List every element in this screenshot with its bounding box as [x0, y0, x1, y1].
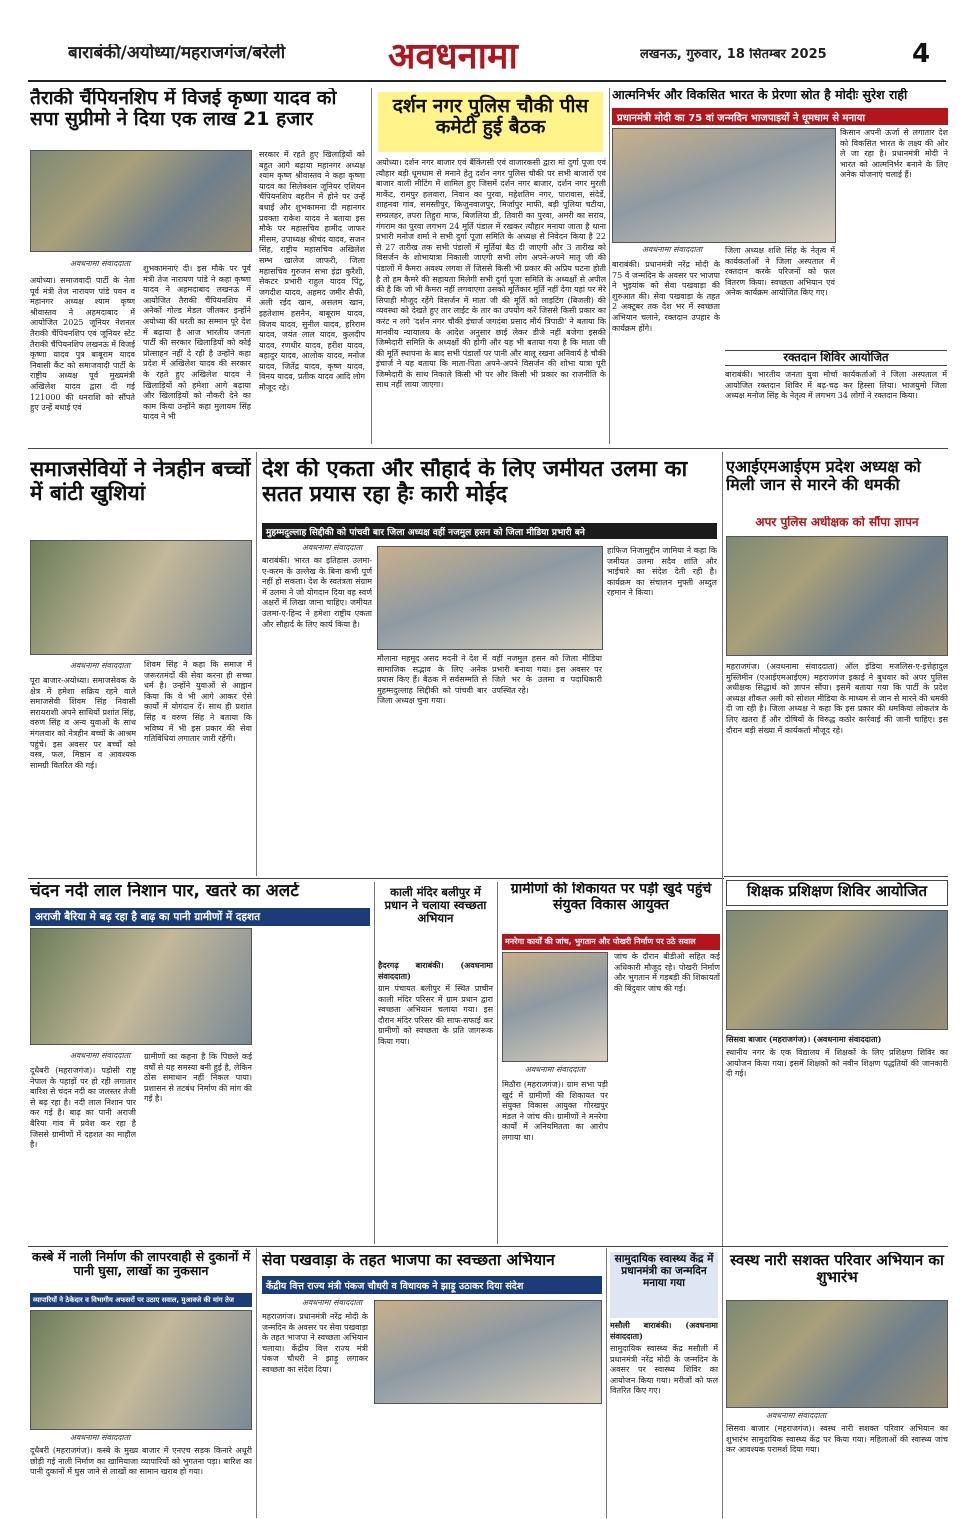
divider: [722, 876, 723, 1246]
s7-body-col1: दूधैबरी (महराजगंज)। पड़ोसी राष्ट्र नेपाल के पहाड़ों पर हो रही लगातार बारिश से चंदन नदी का जलस्तर तेजी से बढ़ रहा है। नदी लाल निशान पार कर गई है। बाढ़ का पानी अराजी बैरिया गांव में प्रवेश कर रहा है जिससे ग्रामीणों में दहशत का माहौल है।: [30, 1066, 136, 1150]
s4-headline: समाजसेवियों ने नेत्रहीन बच्चों में बांटी खुशियां: [30, 458, 251, 505]
divider: [256, 1248, 257, 1518]
dateline: लखनऊ, गुरुवार, 18 सितम्बर 2025: [640, 48, 827, 62]
s11-photo: [30, 1310, 252, 1430]
s6-photo: [726, 536, 948, 656]
s4-body-col1: पूरा बाजार-अयोध्या। समाजसेवक के क्षेत्र में हमेशा सक्रिय रहने वाले समाजसेवी शिवम सिंह निवासी सरायराशी अपने साथियों प्रशांत सिंह, वरुण सिंह व अन्य युवाओं के साथ मंगलवार को नेत्रहीन बच्चों के आश्रम पहुंचे। इस अवसर पर बच्चों को वस्त्र, फल, मिष्ठान व आवश्यक सामग्री वितरित की गई।: [30, 676, 136, 770]
s12-caption: अवधनामा संवाददाता: [301, 1298, 363, 1307]
s7-strip: अराजी बैरिया मे बढ़ रहा है बाढ़ का पानी ग्रामीणों में दहशत: [30, 908, 370, 926]
divider: [28, 448, 948, 449]
s11-strip: व्यापारियों ने ठेकेदार व विभागीय अफसरों पर उठाए सवाल, मुआवजे की मांग तेज: [30, 1293, 252, 1307]
s5-body-col4: हाफिज निजामुद्दीन जामिया ने कहा कि जमीयत उलमा सदैव शांति और भाईचारे का संदेश देती रही है। कार्यक्रम का संचालन मुफ्ती अब्दुल रहमान ने किया।: [607, 546, 717, 598]
s3-body-col1: बाराबंकी। प्रधानमंत्री नरेंद्र मोदी के 75 वें जन्मदिन के अवसर पर भाजपा ने भुइयांक को सेवा पखवाड़ा की शुरुआत की। सेवा पखवाड़ा के तहत 2 अक्टूबर तक देश भर में स्वच्छता अभियान चलाने, रक्तदान उपहार के कार्यक्रम होंगे।: [612, 260, 720, 333]
page-number: 4: [912, 40, 931, 69]
divider: [609, 88, 610, 444]
s8-headline: काली मंदिर बलीपुर में प्रधान ने चलाया स्वच्छता अभियान: [384, 886, 487, 925]
divider: [497, 882, 498, 1244]
s1-body-col2: शुभकामनाएं दी। इस मौके पर पूर्व मंत्री तेज नारायण पांडे ने कहा कृष्णा यादव ने अहमदाबाद लखनऊ में आयोजित तैराकी चैंपियनशिप में अनेकों गोल्ड मेडल जीतकर इन्होंने अयोध्या की धरती का सम्मान पूरे देश में बढ़ाया है आज भारतीय जनता पार्टी की सरकार खिलाड़ियों को कोई प्रोत्साहन नहीं दे रही है उन्होंने कहा प्रदेश में अखिलेश यादव की सरकार के रहते हुए अखिलेश यादव ने खिलाड़ियों को हमेशा आगे बढ़ाया और खिलाड़ियों को नौकरी देने का काम किया उन्होंने कहा मुलायम सिंह यादव ने भी: [143, 264, 251, 422]
s9-caption: अवधनामा संवाददाता: [524, 1065, 586, 1074]
s5-body-col1: बाराबंकी। भारत का इतिहास उलमा-ए-करम के उल्लेख के बिना कभी पूर्ण नहीं हो सकता। देश के स्वतंत्रता संग्राम में उलमा ने जो योगदान दिया वह स्वर्ण अक्षरों में लिखा जाना चाहिए। जमीयत उलमा-ए-हिन्द ने हमेशा राष्ट्रीय एकता और सौहार्द के लिए कार्य किया है।: [262, 556, 372, 629]
header-rule: [28, 80, 946, 82]
s4-caption: अवधनामा संवाददाता: [69, 661, 131, 670]
masthead: [0, 0, 975, 80]
s5-photo: [377, 546, 603, 650]
s3-caption: अवधनामा संवाददाता: [641, 245, 703, 254]
s5-caption: अवधनामा संवाददाता: [301, 543, 363, 552]
s3-subhead: रक्तदान शिविर आयोजित: [725, 350, 947, 366]
s5-body-col2: मौलाना महमूद असद मदनी ने देश में सामाजिक सद्भाव के लिए अनेक प्रयास किए हैं। बैठक में सर्वसम्मति से मुहम्मदुल्लाह सिद्दीकी को पांचवी बार जिला अध्यक्ष चुना गया।: [377, 654, 487, 706]
s10-body: स्थानीय नगर के एक विद्यालय में शिक्षकों के लिए प्रशिक्षण शिविर का आयोजन किया गया। इसमें शिक्षकों को नवीन शिक्षण पद्धतियों की जानकारी दी गई।: [726, 1048, 948, 1079]
s7-body-col2: ग्रामीणों का कहना है कि पिछले कई वर्षों से यह समस्या बनी हुई है, लेकिन ठोस समाधान नहीं निकल पाया। प्रशासन से तटबंध निर्माण की मांग की गई है।: [144, 1052, 252, 1104]
s7-headline: चंदन नदी लाल निशान पार, खतरे का अलर्ट: [30, 882, 299, 901]
s3-body-col2: जिला अध्यक्ष शशि सिंह के नेतृत्व में कार्यकर्ताओं ने जिला अस्पताल में रक्तदान करके परिजनों को फल वितरण किया। स्वच्छता अभियान एवं अनेक कार्यक्रम आयोजित किए गए।: [725, 246, 835, 298]
s8-dateline: हैदरगढ़ बाराबंकी। (अवधनामा संवाददाता): [378, 960, 493, 981]
divider: [371, 88, 372, 444]
s5-body-col3: वहीं नजमुल हसन को जिला मीडिया प्रभारी बनाया गया। इस अवसर पर जिले भर के उलमा व पदाधिकारी उपस्थित रहे।: [492, 654, 602, 695]
s1-body-col3: सरकार में रहते हुए खिलाड़ियों को बहुत आगे बढ़ाया महानगर अध्यक्ष श्याम कृष्ण श्रीवास्तव ने कहा कृष्णा यादव का सिलेक्शन जूनियर एशियन चैंपियनशिप बहरीन में होने पर उन्हें बधाई और शुभकामना दी महानगर प्रवक्ता राकेश यादव ने बताया इस मौके पर महासचिव हामीद जाफर मीसम, उपाध्यक्ष श्रीचंद यादव, सजन सिंह, राष्ट्रीय महासचिव अखिलेश सम्भ खालेज जाफरी, जिला महासचिव गुरुजन सभा इंद्रा कुरैशी, सेकटर प्रभारी राहुल यादव पिंटू, जगदीश यादव, अहमद जमीर सैफी, अली रईद खान, असलम खान, इहतेशाम हसनैन, बाबूराम यादव, विजय यादव, सुनील यादव, हरिराम यादव, जयंत लाल यादव, कुलदीप यादव, रणधीर यादव, हरीश यादव, बहादुर यादव, आलोक यादव, मनोज यादव, जितेंद्र यादव, कृष्ण यादव, विनय यादव, प्रतीक यादव आदि लोग मौजूद रहे।: [259, 150, 365, 393]
s6-headline: एआईएमआईएम प्रदेश अध्यक्ष को मिली जान से मारने की धमकी: [726, 458, 921, 494]
s12-body: महराजगंज। प्रधानमंत्री नरेंद्र मोदी के जन्मदिन के अवसर पर सेवा पखवाड़ा के तहत भाजपा ने स्वच्छता अभियान चलाया। केंद्रीय वित्त राज्य मंत्री पंकज चौधरी ने झाड़ू लगाकर स्वच्छता का संदेश दिया।: [262, 1312, 368, 1374]
s7-caption: अवधनामा संवाददाता: [69, 1051, 131, 1060]
s3-body-sub: बाराबंकी। भारतीय जनता युवा मोर्चा कार्यकर्ताओं ने जिला अस्पताल में आयोजित रक्तदान शिविर में बढ़-चढ़ कर हिस्सा लिया। भाजयुमो जिला अध्यक्ष मनोज सिंह के नेतृत्व में लगभग 34 लोगों ने रक्तदान किया।: [725, 370, 947, 401]
s3-photo: [612, 128, 836, 243]
s6-subheadline: अपर पुलिस अधीक्षक को सौंपा ज्ञापन: [755, 516, 919, 529]
s13-headline: सामुदायिक स्वास्थ्य केंद्र में प्रधानमंत्री का जन्मदिन मनाया गया: [610, 1252, 718, 1318]
s4-body-col2: शिवम सिंह ने कहा कि समाज में जरूरतमंदों की सेवा करना ही सच्चा धर्म है। उन्होंने युवाओं से आह्वान किया कि वे भी आगे आकर ऐसे कार्यों में योगदान दें। साथ ही प्रशांत सिंह व वरुण सिंह ने बताया कि भविष्य में भी इस प्रकार की सेवा गतिविधियां लगातार जारी रहेंगी।: [144, 660, 252, 744]
divider: [722, 1248, 723, 1518]
logo-text: अवधनामा: [388, 35, 518, 76]
s1-caption: अवधनामा संवाददाता: [69, 259, 131, 268]
s13-body: सामुदायिक स्वास्थ्य केंद्र मसौली में प्रधानमंत्री नरेंद्र मोदी के जन्मदिन के अवसर पर स्वास्थ्य शिविर का आयोजन किया गया। मरीजों को फल वितरित किए गए।: [610, 1344, 718, 1396]
s9-strip: मनरेगा कार्यों की जांच, भुगतान और पोखरी निर्माण पर उठे सवाल: [502, 934, 720, 950]
s3-headline: आत्मनिर्भर और विकसित भारत के प्रेरणा स्रोत है मोदीः सुरेश राही: [612, 88, 908, 102]
divider: [606, 1248, 607, 1518]
logo: [380, 28, 580, 78]
s2-headline: दर्शन नगर पुलिस चौकी पीस कमेटी हुई बैठक: [378, 92, 603, 152]
divider: [722, 452, 723, 876]
s5-strip: मुहम्मदुल्लाह सिद्दीकी को पांचवी बार जिला अध्यक्ष वहीं नजमुल हसन को जिला मीडिया प्रभारी बने: [262, 523, 717, 539]
s9-headline: ग्रामीणों की शिकायत पर पड़ी खुर्द पहुंचे संयुक्त विकास आयुक्त: [510, 882, 712, 913]
s4-photo: [30, 540, 252, 655]
s8-body: ग्राम पंचायत बलीपुर में स्थित प्राचीन काली मंदिर परिसर में ग्राम प्रधान द्वारा स्वच्छता अभियान चलाया गया। इस दौरान मंदिर परिसर की साफ-सफाई कर ग्रामीणों को स्वच्छता के प्रति जागरूक किया गया।: [378, 984, 493, 1046]
divider: [28, 878, 724, 879]
s14-caption: अवधनामा संवाददाता: [765, 1411, 827, 1420]
s9-body-col1: मिठौरा (महराजगंज)। ग्राम सभा पड़ी खुर्द में ग्रामीणों की शिकायत पर संयुक्त विकास आयुक्त गोरखपुर मंडल ने जांच की। ग्रामीणों ने मनरेगा कार्यों में अनियमितता का आरोप लगाया था।: [502, 1080, 608, 1142]
s9-body-col2: जांच के दौरान बीडीओ सहित कई अधिकारी मौजूद रहे। पोखरी निर्माण और भुगतान में गड़बड़ी की शिकायतों की बिंदुवार जांच की गई।: [614, 952, 720, 993]
s14-body: सिसवा बाजार (महराजगंज)। स्वस्थ नारी सशक्त परिवार अभियान का शुभारंभ सामुदायिक स्वास्थ्य केंद्र पर किया गया। महिलाओं की स्वास्थ्य जांच कर आवश्यक परामर्श दिया गया।: [726, 1424, 948, 1455]
s7-photo: [30, 928, 252, 1045]
s11-caption: अवधनामा संवाददाता: [69, 1433, 131, 1442]
divider: [28, 1246, 948, 1247]
s14-photo: [726, 1300, 948, 1408]
s3-strip: प्रधानमंत्री मोदी का 75 वां जन्मदिन भाजपाइयों ने धूमधाम से मनाया: [612, 108, 948, 125]
divider: [374, 882, 375, 1244]
divider: [256, 452, 257, 876]
s12-photo: [374, 1300, 602, 1404]
s14-headline: स्वस्थ नारी सशक्त परिवार अभियान का शुभारंभ: [730, 1252, 944, 1286]
edition-names: बाराबंकी/अयोध्या/महराजगंज/बरेली: [68, 44, 286, 63]
s11-body: दूधैबरी (महराजगंज)। कस्बे के मुख्य बाजार में एनएच सड़क किनारे अधूरी छोड़ी गई नाली निर्माण का खामियाजा व्यापारियों को भुगतना पड़ा। बारिश का पानी दुकानों में घुस जाने से लाखों का सामान खराब हो गया।: [30, 1446, 252, 1477]
s10-headline: शिक्षक प्रशिक्षण शिविर आयोजित: [726, 880, 948, 906]
s12-headline: सेवा पखवाड़ा के तहत भाजपा का स्वच्छता अभियान: [262, 1252, 555, 1269]
s1-body-col1: अयोध्या। समाजवादी पार्टी के नेता पूर्व मंत्री तेज नारायण पांडे पवन व महानगर अध्यक्ष श्याम कृष्ण श्रीवास्तव ने अहमदाबाद में आयोजित 2025 जूनियर नेशनल तैराकी चैंपियनशिप एवं जूनियर स्टेट तैराकी चैंपियनशिप लखनऊ में विजई कृष्णा यादव पुत्र बाबूराम यादव निवासी कैंट को समाजवादी पार्टी के राष्ट्रीय अध्यक्ष पूर्व मुख्यमंत्री अखिलेश यादव द्वारा दी गई 121000 की धनराशि को सौंपते हुए उन्हें बधाई एवं: [30, 276, 135, 413]
s1-photo: [30, 150, 252, 252]
s2-body: अयोध्या। दर्शन नगर बाजार एवं बैंकिंगसी एवं वाजारकसी द्वारा मां दुर्गा पूजा एवं त्यौहार बड़ी धूमधाम से मनाने हेतु दर्शन नगर पुलिस चौकी पर सभी बाजारों एवं बाजार वाली मीटिंग में शामिल हुए जिसमें दर्शन नगर बाजार, दर्शन नगर मुरली मार्केट, रामपुर हलवारा, निवान का पुरवा, महेशतिम नगर, पारावास, संदेर्डे, शाहनवा गांव, समस्तीपुर, किजुनवाजपुर, मिर्जापुर माफी, बड़ी पूलिया चटीया, सम्प्रलहर, तपरा तिहुरा माफ, बिजलिया डी, तिवारी का पुरवा, अमरी का सराय, गंगराम का पुरवा लगभग 24 मूर्ति पंडाल में रखकर त्यौहार मनाया जाता है थाना प्रभारी मनोज शर्मा ने सभी दुर्गा पूजा समिति के अध्यक्ष से निवेदन किया है 22 से 27 तारीख तक सभी पंडालों में मूर्तियां बैठ दी जाएगी और 3 तारीख को विसर्जन के शोभायात्रा निकाली जाएगी सभी लोग अपने-अपने मातृ जी की पंडालों में कैमरा अवश्य लगवा लें जिससे किसी भी प्रकार की अप्रिय घटना होती है तो हम कैमरे की सहायता मिलेगी सभी दुर्गा पूजा समिति के अध्यक्षों से अपील की है कि जो भी कैमरा नहीं लगवाएगा उसको मूर्तिकार मूर्ति नहीं देगा यहां पर मेरे सिपाही मौजूद रहेंगे विसर्जन में माता जी की मूर्ति को लाइटिंग (बिजली) की व्यवस्था को देखते हुए तार लाईट के तार का उपयोग करें जिससे किसी प्रकार का करंट न लगे 'दर्शन नगर चौकी इंचार्ज जगदंबा प्रसाद मौर्य त्रिपाठी' ने बताया कि मानवीय न्यायालय के आदेश अनुसार छाई लेकर डीजे नहीं बजेगा इसकी जिम्मेदारी समिति के अध्यक्षों की होगी और यह भी बताया गया है कि माता जी की मूर्ति स्थापना के बाद सभी पंडालों पर पानी और बालू रखना अनिवार्य है चौकी इंचार्ज ने यह बताया कि माता-पिता अपने-अपने विसर्जन की शोभा यात्रा पूरी जिम्मेदारी के साथ निकाले किसी भी पर और किसी भी प्रकार का राजनीति के साथ नहीं लाया जाएगा।: [376, 158, 606, 390]
s12-strip: केंद्रीय वित्त राज्य मंत्री पंकज चौधरी व विधायक ने झाड़ू उठाकर दिया संदेश: [262, 1276, 602, 1294]
s11-headline: कस्बे में नाली निर्माण की लापरवाही से दुकानों में पानी घुसा, लाखों का नुकसान: [31, 1250, 251, 1278]
s6-body: महराजगंज। (अवधनामा संवाददाता) ऑल इंडिया मजलिस-ए-इत्तेहादुल मुस्लिमीन (एआईएमआईएम) महराजगंज इकाई ने बुधवार को अपर पुलिस अधीक्षक सिद्धार्थ को ज्ञापन सौंपा। इसमें बताया गया कि पार्टी के प्रदेश अध्यक्ष शौकत अली को सोशल मीडिया के माध्यम से जान से मारने की धमकी दी जा रही है। जिला अध्यक्ष ने कहा कि इस प्रकार की धमकियां लोकतंत्र के लिए खतरा हैं और दोषियों के विरुद्ध कठोर कार्रवाई की जानी चाहिए। इस दौरान बड़ी संख्या में कार्यकर्ता मौजूद रहे।: [726, 662, 948, 735]
s10-photo: [726, 910, 948, 1030]
s9-photo: [502, 952, 608, 1062]
s5-headline: देश की एकता और सौहार्द के लिए जमीयत उलमा का सतत प्रयास रहा हैः कारी मोईद: [262, 458, 688, 507]
s13-dateline: मसौली बाराबंकी। (अवधनामा संवाददाता): [610, 1320, 718, 1341]
s1-headline: तैराकी चैंपियनशिप में विजई कृष्णा यादव को सपा सुप्रीमो ने दिया एक लाख 21 हजार: [30, 88, 337, 131]
s10-caption: सिसवा बाजार (महराजगंज)। (अवधनामा संवाददाता): [726, 1034, 882, 1044]
divider: [724, 876, 948, 877]
s3-body-col3: किसान अपनी ऊर्जा से लगातार देश को विकसित भारत के लक्ष्य की ओर ले जा रहा है। प्रधानमंत्री मोदी ने भारत को आत्मनिर्भर बनाने के लिए अनेक योजनाएं चलाई हैं।: [840, 128, 948, 180]
